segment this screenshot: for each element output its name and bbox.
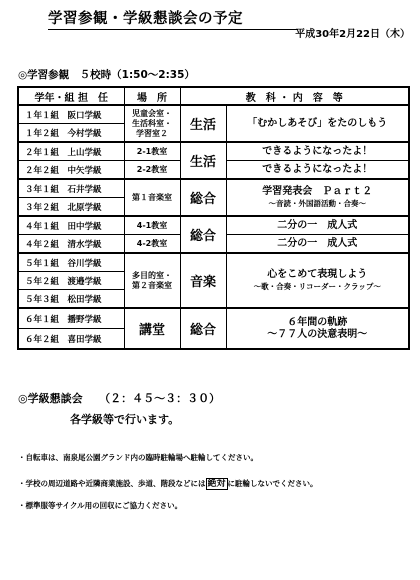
schedule-table <box>17 86 410 350</box>
content-cell: 「むかしあそび」をたのしもう <box>226 105 409 142</box>
table-row <box>18 105 409 124</box>
subject-cell: 音楽 <box>180 253 226 308</box>
class-cell: ２年１組 上山学級 <box>18 142 124 161</box>
subject-cell: 生活 <box>180 142 226 179</box>
class-cell: ５年２組 渡邉学級 <box>18 272 124 290</box>
class-cell: ６年２組 喜田学級 <box>18 329 124 350</box>
section-heading-meeting: ◎学級懇談会 （２：４５～３：３０） <box>18 392 221 405</box>
class-cell: ４年１組 田中学級 <box>18 216 124 235</box>
table-row <box>18 216 409 235</box>
subject-cell: 総合 <box>180 216 226 253</box>
subject-cell: 生活 <box>180 105 226 142</box>
class-cell: １年１組 阪口学級 <box>18 105 124 124</box>
page-title: 学習参観・学級懇談会の予定 <box>48 7 298 30</box>
place-cell: 2-2教室 <box>124 161 180 180</box>
content-cell: 学習発表会 Ｐａｒｔ２ ～音読・外国語活動・合奏～ <box>226 179 409 216</box>
meeting-subtext: 各学級等で行います。 <box>70 413 180 426</box>
header-place: 場 所 <box>124 87 180 105</box>
subject-cell: 総合 <box>180 308 226 349</box>
boxed-emphasis: 絶対 <box>207 479 226 489</box>
class-cell: ６年１組 播野学級 <box>18 308 124 329</box>
table-row <box>18 179 409 198</box>
section-heading-observation: ◎学習参観 ５校時（1:50～2:35） <box>18 69 195 81</box>
table-row <box>18 308 409 329</box>
place-cell: 多目的室・ 第２音楽室 <box>124 253 180 308</box>
class-cell: ２年２組 中矢学級 <box>18 161 124 180</box>
class-cell: ４年２組 清水学級 <box>18 235 124 254</box>
subject-cell: 総合 <box>180 179 226 216</box>
table-row <box>18 253 409 272</box>
place-cell: 児童会室・ 生活科室・ 学習室２ <box>124 105 180 142</box>
content-cell: 心をこめて表現しよう ～歌・合奏・リコーダー・クラップ～ <box>226 253 409 308</box>
class-cell: ５年３組 松田学級 <box>18 290 124 309</box>
table-row <box>18 142 409 161</box>
class-cell: ３年１組 石井学級 <box>18 179 124 198</box>
header-class: 学年・組 担 任 <box>18 87 124 105</box>
header-subject-content: 教 科 ・ 内 容 等 <box>180 87 409 105</box>
note-bicycle-parking: ・自転車は、南泉尾公園グランド内の臨時駐輪場へ駐輪してください。 <box>18 453 258 462</box>
class-cell: ３年２組 北原学級 <box>18 198 124 217</box>
note-uniform-recycle: ・標準服等サイクル用の回収にご協力ください。 <box>18 501 183 510</box>
place-cell: 2-1教室 <box>124 142 180 161</box>
content-cell: ６年間の軌跡 ～７７人の決意表明～ <box>226 308 409 349</box>
content-cell: 二分の一 成人式 <box>226 216 409 235</box>
content-cell: できるようになったよ！ <box>226 161 409 180</box>
class-cell: ５年１組 谷川学級 <box>18 253 124 272</box>
content-cell: 二分の一 成人式 <box>226 235 409 254</box>
class-cell: １年２組 今村学級 <box>18 124 124 143</box>
date-label: 平成30年2月22日（木） <box>295 29 410 40</box>
note-no-parking: ・学校の周辺道路や近隣商業施設、歩道、階段などには 絶対 に駐輪しないでください。 <box>18 479 318 489</box>
place-cell: 4-2教室 <box>124 235 180 254</box>
content-cell: できるようになったよ！ <box>226 142 409 161</box>
place-cell: 第１音楽室 <box>124 179 180 216</box>
place-cell: 4-1教室 <box>124 216 180 235</box>
place-cell: 講堂 <box>124 308 180 349</box>
